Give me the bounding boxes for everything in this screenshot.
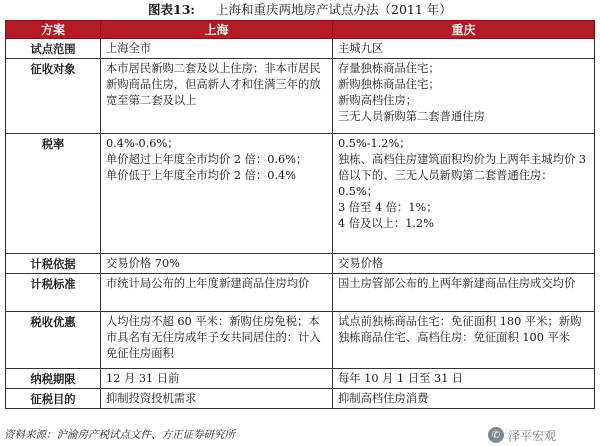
figure-caption: 上海和重庆两地房产试点办法（2011 年） [216, 2, 452, 17]
header-shanghai: 上海 [101, 21, 333, 39]
table-header-row [6, 21, 595, 39]
wechat-icon: ✆ [488, 427, 504, 443]
shanghai-cell [101, 369, 333, 389]
cell-text: 主城九区 [338, 42, 384, 55]
table-row [6, 389, 595, 409]
chongqing-cell [333, 254, 595, 274]
policy-table [5, 20, 595, 409]
row-label: 计税标准 [6, 274, 101, 312]
header-chongqing: 重庆 [333, 21, 595, 39]
cell-text: 抑制高档住房消费 [338, 392, 429, 405]
chongqing-cell [333, 274, 595, 312]
shanghai-cell [101, 39, 333, 59]
cell-text: 4 倍及以上：1.2% [338, 217, 434, 230]
cell-text: 抑制投资投机需求 [106, 392, 197, 405]
cell-text: 0.4%-0.6%； [106, 137, 179, 150]
shanghai-cell [101, 254, 333, 274]
table-row [6, 254, 595, 274]
cell-text: 12 月 31 日前 [106, 372, 180, 385]
table-row [6, 59, 595, 134]
table-row [6, 274, 595, 312]
cell-text: 交易价格 [338, 257, 384, 270]
cell-text: 国土房管部公布的上两年新建商品住房成交均价 [338, 277, 576, 290]
chongqing-cell [333, 369, 595, 389]
cell-text: 试点前独栋商品住宅：免征面积 180 平米；新购独栋商品住宅、高档住房：免征面积 100 平米 [338, 315, 582, 344]
cell-text: 市统计局公布的上年度新建商品住房均价 [106, 277, 310, 290]
cell-text: 0.5%-1.2%； [338, 137, 411, 150]
cell-text: 独栋、高档住房建筑面积均价为上两年主城均价 3 倍以下的、三无人员新购第二套普通住房：0.5%； [338, 153, 587, 198]
chongqing-cell [333, 312, 595, 369]
row-label: 征收对象 [6, 59, 101, 134]
chongqing-cell [333, 389, 595, 409]
row-label: 征税目的 [6, 389, 101, 409]
source-note: 资料来源：沪渝房产税试点文件、方正证券研究所 [4, 429, 235, 441]
cell-text: 新购独栋商品住宅； [338, 78, 440, 91]
row-label: 税率 [6, 134, 101, 254]
cell-text: 单价低于上年度全市均价 2 倍：0.4% [106, 169, 296, 182]
cell-text: 单价超过上年度全市均价 2 倍：0.6%； [106, 153, 308, 166]
shanghai-cell [101, 312, 333, 369]
cell-text: 三无人员新购第二套普通住房 [338, 110, 485, 123]
chongqing-cell [333, 134, 595, 254]
chongqing-cell [333, 39, 595, 59]
shanghai-cell [101, 389, 333, 409]
cell-text: 本市居民新购二套及以上住房；非本市居民新购商品住房，但高新人才和住满三年的放宽至第二套及以上 [106, 62, 321, 107]
cell-text: 人均住房不超 60 平米：新购住房免税；本市具名有无住房成年子女共同居住的：计入免征住房面积 [106, 315, 321, 360]
shanghai-cell [101, 274, 333, 312]
figure-title [0, 2, 600, 18]
table-row [6, 134, 595, 254]
cell-text: 每年 10 月 1 日至 31 日 [338, 372, 464, 385]
cell-text: 3 倍至 4 倍：1%； [338, 201, 438, 214]
row-label: 试点范围 [6, 39, 101, 59]
row-label: 税收优惠 [6, 312, 101, 369]
cell-text: 存量独栋商品住宅； [338, 62, 440, 75]
cell-text: 新购高档住房； [338, 94, 418, 107]
watermark [488, 425, 556, 445]
shanghai-cell [101, 59, 333, 134]
cell-text: 上海全市 [106, 42, 152, 55]
header-scheme: 方案 [6, 21, 101, 39]
shanghai-cell [101, 134, 333, 254]
row-label: 计税依据 [6, 254, 101, 274]
cell-text: 交易价格 70% [106, 257, 180, 270]
table-row [6, 369, 595, 389]
figure-label: 图表13: [148, 2, 196, 17]
table-row [6, 39, 595, 59]
watermark-text: 泽平宏观 [508, 428, 557, 443]
chongqing-cell [333, 59, 595, 134]
table-row [6, 312, 595, 369]
row-label: 纳税期限 [6, 369, 101, 389]
